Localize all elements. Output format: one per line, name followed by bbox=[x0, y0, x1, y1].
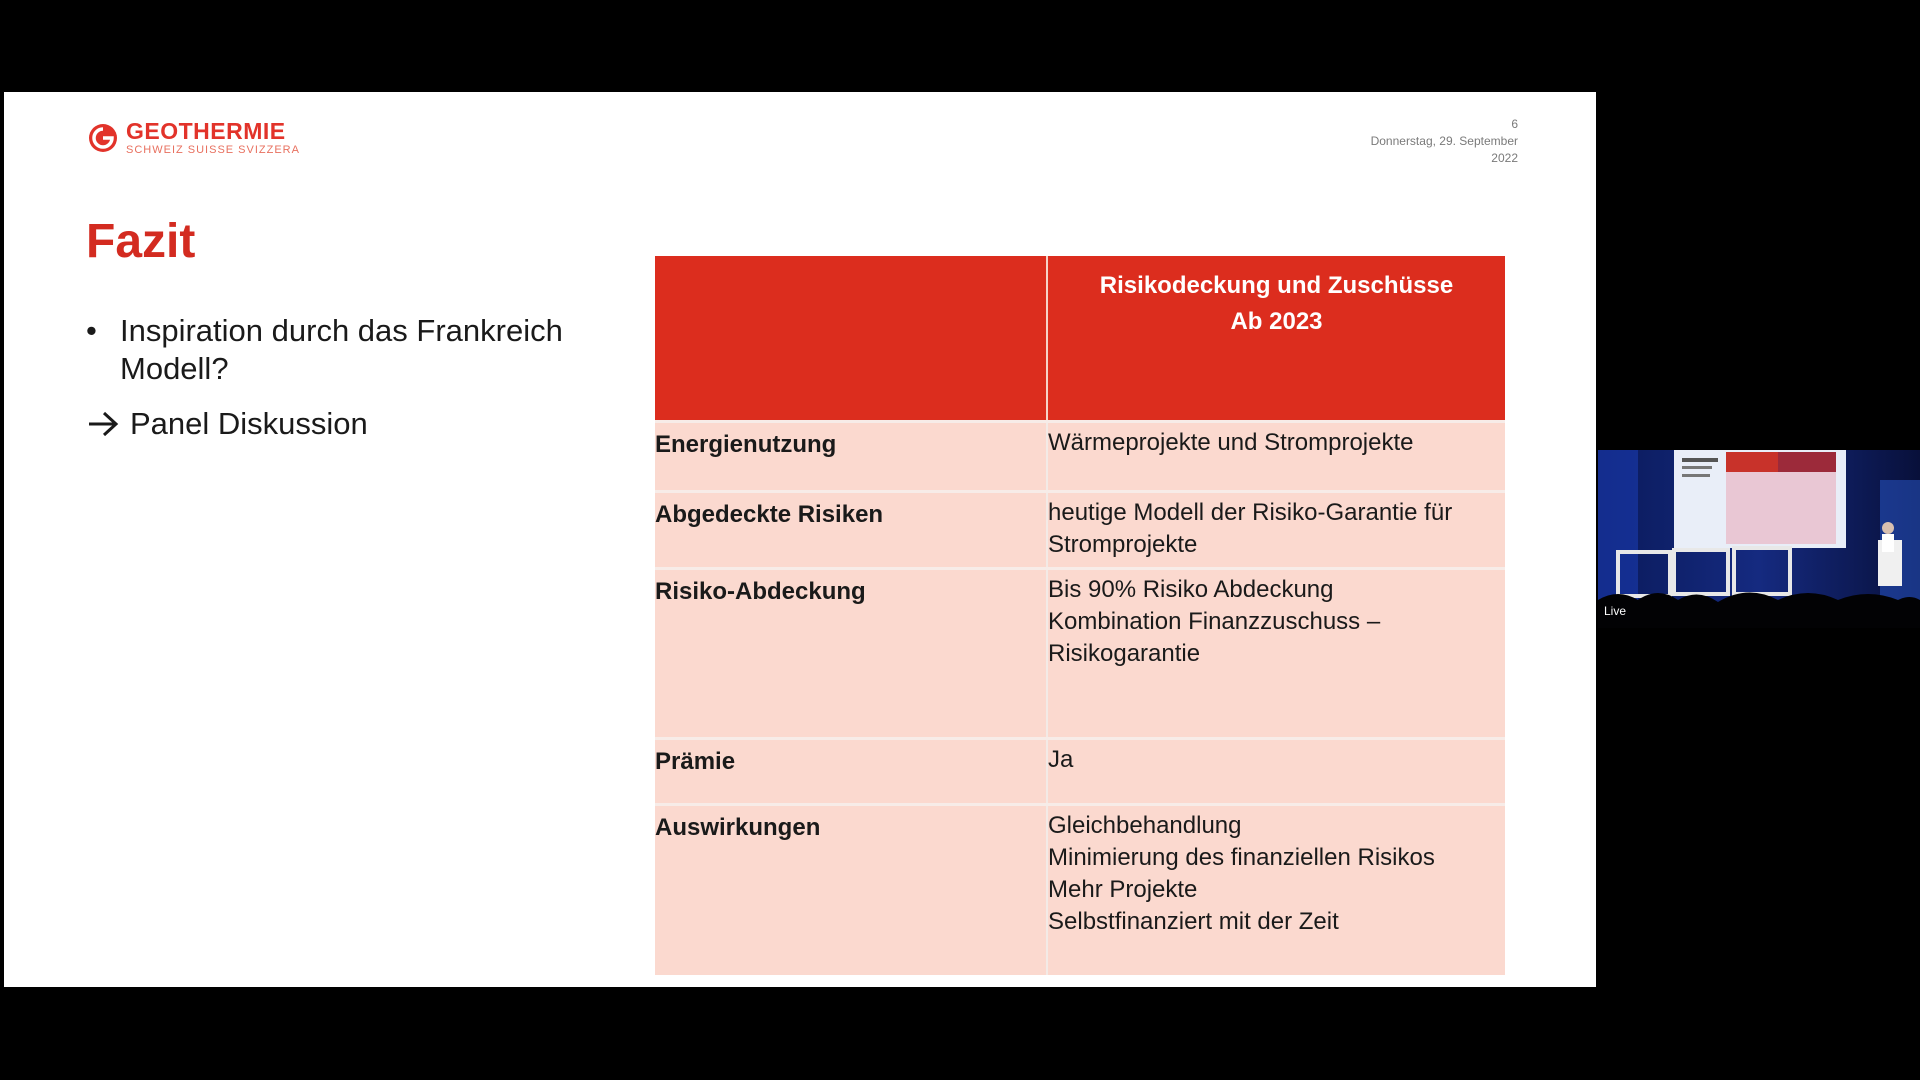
table-row bbox=[655, 422, 1505, 492]
slide-date-line1: Donnerstag, 29. September bbox=[1370, 134, 1518, 148]
row-value-line: Mehr Projekte bbox=[1048, 876, 1198, 903]
row-label-abgedeckte-risiken: Abgedeckte Risiken bbox=[655, 492, 1047, 569]
live-video-pip[interactable] bbox=[1598, 450, 1920, 628]
row-value-line: Selbstfinanziert mit der Zeit bbox=[1048, 908, 1339, 935]
slide-page-number: 6 bbox=[1511, 117, 1518, 131]
table-row bbox=[655, 492, 1505, 569]
row-label-risiko-abdeckung: Risiko-Abdeckung bbox=[655, 569, 1047, 739]
logo-subtitle: SCHWEIZ SUISSE SVIZZERA bbox=[126, 144, 300, 156]
presentation-slide bbox=[4, 92, 1596, 987]
table-header-empty bbox=[655, 256, 1047, 422]
row-value-energienutzung bbox=[1047, 422, 1505, 492]
geothermie-logo-icon bbox=[87, 122, 119, 154]
table-header-row bbox=[655, 256, 1505, 422]
row-label-auswirkungen: Auswirkungen bbox=[655, 805, 1047, 975]
table-row bbox=[655, 569, 1505, 739]
row-value-line: Stromprojekte bbox=[1048, 531, 1198, 558]
bullet-text: Inspiration durch das Frankreich Modell? bbox=[120, 313, 563, 386]
arrow-item-text: Panel Diskussion bbox=[130, 406, 368, 441]
row-value-line: Kombination Finanzzuschuss – bbox=[1048, 608, 1381, 635]
row-value-line: Risikogarantie bbox=[1048, 640, 1201, 667]
row-value-auswirkungen bbox=[1047, 805, 1505, 975]
slide-date-line2: 2022 bbox=[1491, 151, 1518, 165]
arrow-item bbox=[86, 406, 626, 442]
table-row bbox=[655, 739, 1505, 805]
slide-meta bbox=[1298, 116, 1518, 167]
table-header-cell bbox=[1047, 256, 1505, 422]
table-header-line1: Risikodeckung und Zuschüsse bbox=[1099, 272, 1454, 299]
geothermie-logo bbox=[87, 120, 300, 156]
row-value-line: Wärmeprojekte und Stromprojekte bbox=[1048, 429, 1414, 456]
row-value-line: Bis 90% Risiko Abdeckung bbox=[1048, 576, 1334, 603]
bullet-dot-icon: • bbox=[86, 313, 97, 348]
live-label: Live bbox=[1604, 604, 1627, 618]
stage-video-image bbox=[1598, 450, 1920, 628]
row-value-risiko-abdeckung bbox=[1047, 569, 1505, 739]
row-label-praemie: Prämie bbox=[655, 739, 1047, 805]
table-row bbox=[655, 805, 1505, 975]
row-value-abgedeckte-risiken bbox=[1047, 492, 1505, 569]
row-value-praemie bbox=[1047, 739, 1505, 805]
bullet-list bbox=[86, 312, 626, 442]
row-value-line: Gleichbehandlung bbox=[1048, 812, 1242, 839]
slide-title: Fazit bbox=[86, 215, 196, 268]
row-value-line: Ja bbox=[1048, 746, 1074, 773]
arrow-right-icon bbox=[86, 409, 120, 439]
logo-title: GEOTHERMIE bbox=[126, 118, 286, 144]
bullet-item bbox=[86, 312, 626, 388]
row-value-line: Minimierung des finanziellen Risikos bbox=[1048, 844, 1435, 871]
table-header-line2: Ab 2023 bbox=[1230, 308, 1323, 335]
summary-table bbox=[655, 256, 1505, 975]
row-value-line: heutige Modell der Risiko-Garantie für bbox=[1048, 499, 1453, 526]
row-label-energienutzung: Energienutzung bbox=[655, 422, 1047, 492]
